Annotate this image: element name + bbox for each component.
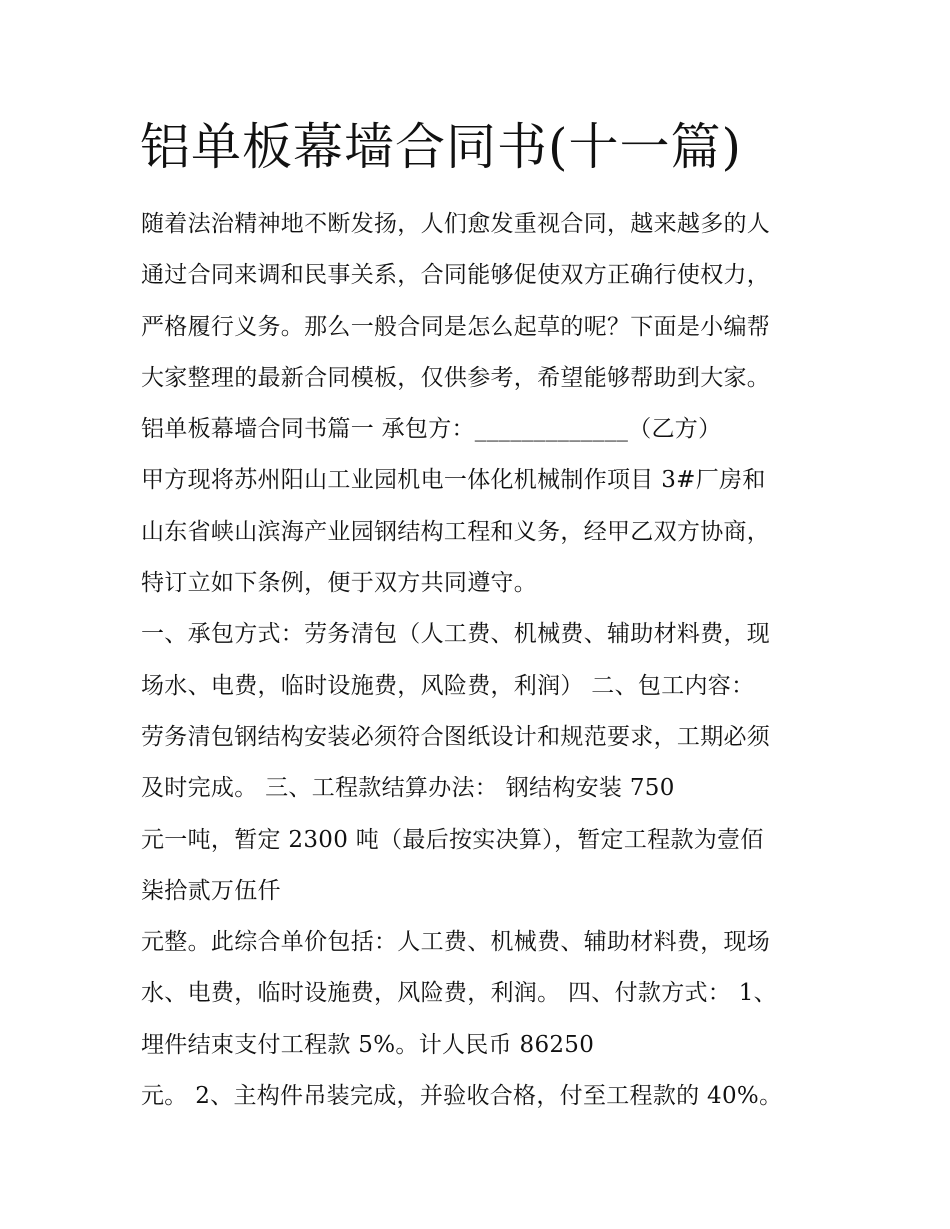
document-body bbox=[141, 199, 841, 1122]
paragraph-line: 及时完成。 三、工程款结算办法： 钢结构安装 750 bbox=[141, 775, 675, 802]
paragraph-line: 场水、电费，临时设施费，风险费，利润） 二、包工内容： bbox=[141, 672, 755, 699]
paragraph-line: 甲方现将苏州阳山工业园机电一体化机械制作项目 3#厂房和 bbox=[141, 467, 766, 494]
paragraph-line: 特订立如下条例，便于双方共同遵守。 bbox=[141, 570, 538, 597]
paragraph-line: 铝单板幕墙合同书篇一 承包方：_____________（乙方） bbox=[141, 416, 722, 443]
paragraph-line: 元整。此综合单价包括：人工费、机械费、辅助材料费，现场 bbox=[141, 929, 771, 956]
paragraph-line: 严格履行义务。那么一般合同是怎么起草的呢？下面是小编帮 bbox=[141, 313, 771, 340]
paragraph-line: 随着法治精神地不断发扬，人们愈发重视合同，越来越多的人 bbox=[141, 211, 771, 237]
paragraph-line: 大家整理的最新合同模板，仅供参考，希望能够帮助到大家。 bbox=[141, 364, 771, 391]
paragraph-line: 水、电费，临时设施费，风险费，利润。 四、付款方式： 1、 bbox=[141, 980, 777, 1007]
paragraph-line: 劳务清包钢结构安装必须符合图纸设计和规范要求，工期必须 bbox=[141, 723, 771, 750]
document-title: 铝单板幕墙合同书(十一篇) bbox=[140, 118, 743, 176]
paragraph-line: 元。 2、主构件吊装完成，并验收合格，付至工程款的 40%。 bbox=[141, 1083, 783, 1110]
paragraph-line: 埋件结束支付工程款 5%。计人民币 86250 bbox=[141, 1031, 595, 1058]
paragraph-line: 山东省峡山滨海产业园钢结构工程和义务，经甲乙双方协商， bbox=[141, 518, 771, 545]
paragraph-line: 通过合同来调和民事关系，合同能够促使双方正确行使权力， bbox=[141, 262, 771, 289]
paragraph-line: 元一吨，暂定 2300 吨（最后按实决算），暂定工程款为壹佰 bbox=[141, 826, 764, 853]
paragraph-line: 一、承包方式：劳务清包（人工费、机械费、辅助材料费，现 bbox=[141, 621, 771, 648]
paragraph-line: 柒拾贰万伍仟 bbox=[141, 877, 281, 904]
